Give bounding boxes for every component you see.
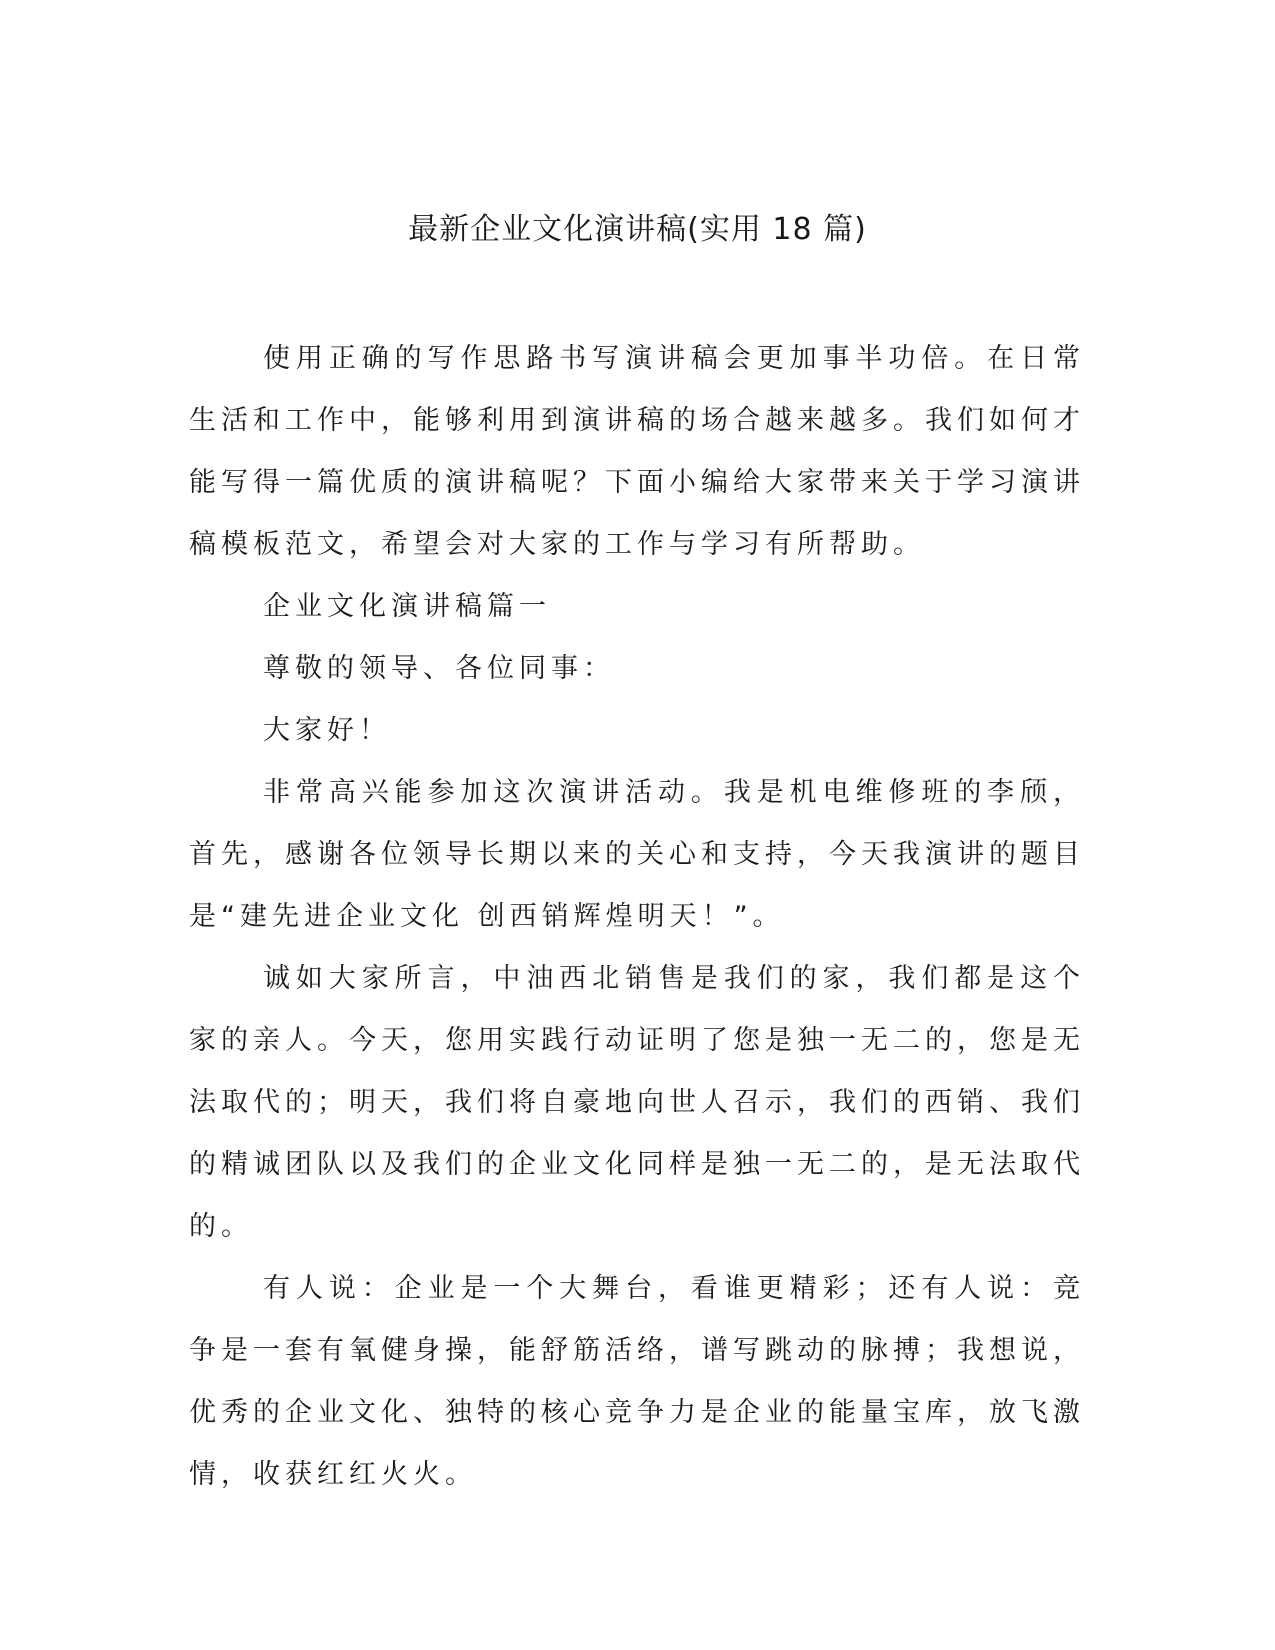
body-paragraph: 诚如大家所言，中油西北销售是我们的家，我们都是这个家的亲人。今天，您用实践行动证明了您是独一无二的，您是无法取代的；明天，我们将自豪地向世人召示，我们的西销、我们的精诚团队以及我们的企业文化同样是独一无二的，是无法取代的。	[189, 963, 1085, 1242]
document-title: 最新企业文化演讲稿(实用 18 篇)	[408, 212, 867, 247]
document-body	[189, 328, 1085, 1506]
greeting: 大家好！	[263, 715, 391, 746]
salutation: 尊敬的领导、各位同事：	[263, 653, 615, 684]
body-paragraph: 非常高兴能参加这次演讲活动。我是机电维修班的李颀，首先，感谢各位领导长期以来的关心和支持，今天我演讲的题目是“建先进企业文化 创西销辉煌明天！”。	[189, 777, 1085, 932]
body-paragraph: 有人说：企业是一个大舞台，看谁更精彩；还有人说：竞争是一套有氧健身操，能舒筋活络，谱写跳动的脉搏；我想说，优秀的企业文化、独特的核心竞争力是企业的能量宝库，放飞激情，收获红红火火。	[189, 1273, 1085, 1490]
section-heading: 企业文化演讲稿篇一	[263, 591, 551, 622]
intro-paragraph: 使用正确的写作思路书写演讲稿会更加事半功倍。在日常生活和工作中，能够利用到演讲稿的场合越来越多。我们如何才能写得一篇优质的演讲稿呢？下面小编给大家带来关于学习演讲稿模板范文，希望会对大家的工作与学习有所帮助。	[189, 343, 1085, 560]
